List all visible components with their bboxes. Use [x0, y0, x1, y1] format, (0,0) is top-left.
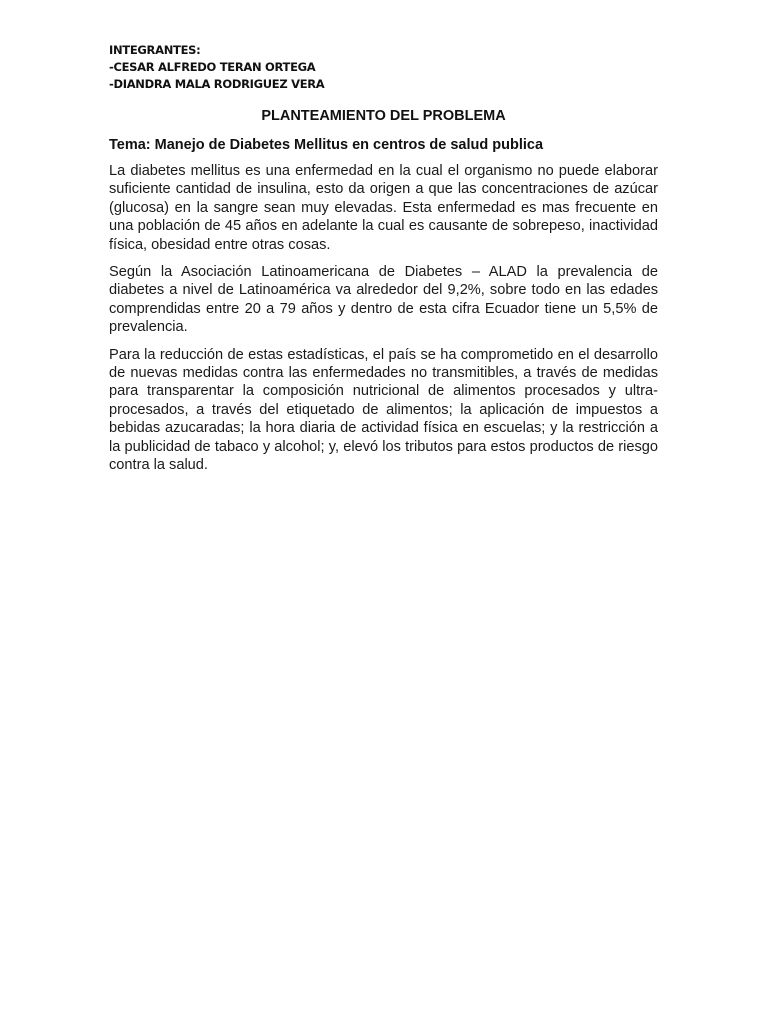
members-block	[109, 42, 324, 93]
body-paragraph: Según la Asociación Latinoamericana de Diabetes – ALAD la prevalencia de diabetes a nivel de Latinoamérica va alrededor del 9,2%, sobre todo en las edades comprendidas entre 20 a 79 años y dentro de esta cifra Ecuador tiene un 5,5% de prevalencia.	[109, 264, 658, 336]
body-paragraph: La diabetes mellitus es una enfermedad en la cual el organismo no puede elaborar suficiente cantidad de insulina, esto da origen a que las concentraciones de azúcar (glucosa) en la sangre sean muy elevadas. Esta enfermedad es mas frecuente en una población de 45 años en adelante la cual es causante de sobrepeso, inactividad física, obesidad entre otras cosas.	[109, 163, 658, 253]
member-name: -DIANDRA MALA RODRIGUEZ VERA	[109, 77, 325, 91]
document-body	[109, 162, 658, 484]
body-paragraph: Para la reducción de estas estadísticas, el país se ha comprometido en el desarrollo de nuevas medidas contra las enfermedades no transmitibles, a través de medidas para transparentar la composición nutricional de alimentos procesados y ultra-procesados, a través del etiquetado de alimentos; la aplicación de impuestos a bebidas azucaradas; la hora diaria de actividad física en escuelas; y la restricción a la publicidad de tabaco y alcohol; y, elevó los tributos para estos productos de riesgo contra la salud.	[109, 346, 658, 474]
members-heading: INTEGRANTES:	[109, 43, 201, 57]
document-topic: Tema: Manejo de Diabetes Mellitus en centros de salud publica	[109, 137, 544, 153]
member-name: -CESAR ALFREDO TERAN ORTEGA	[109, 60, 316, 74]
document-title: PLANTEAMIENTO DEL PROBLEMA	[261, 108, 506, 124]
